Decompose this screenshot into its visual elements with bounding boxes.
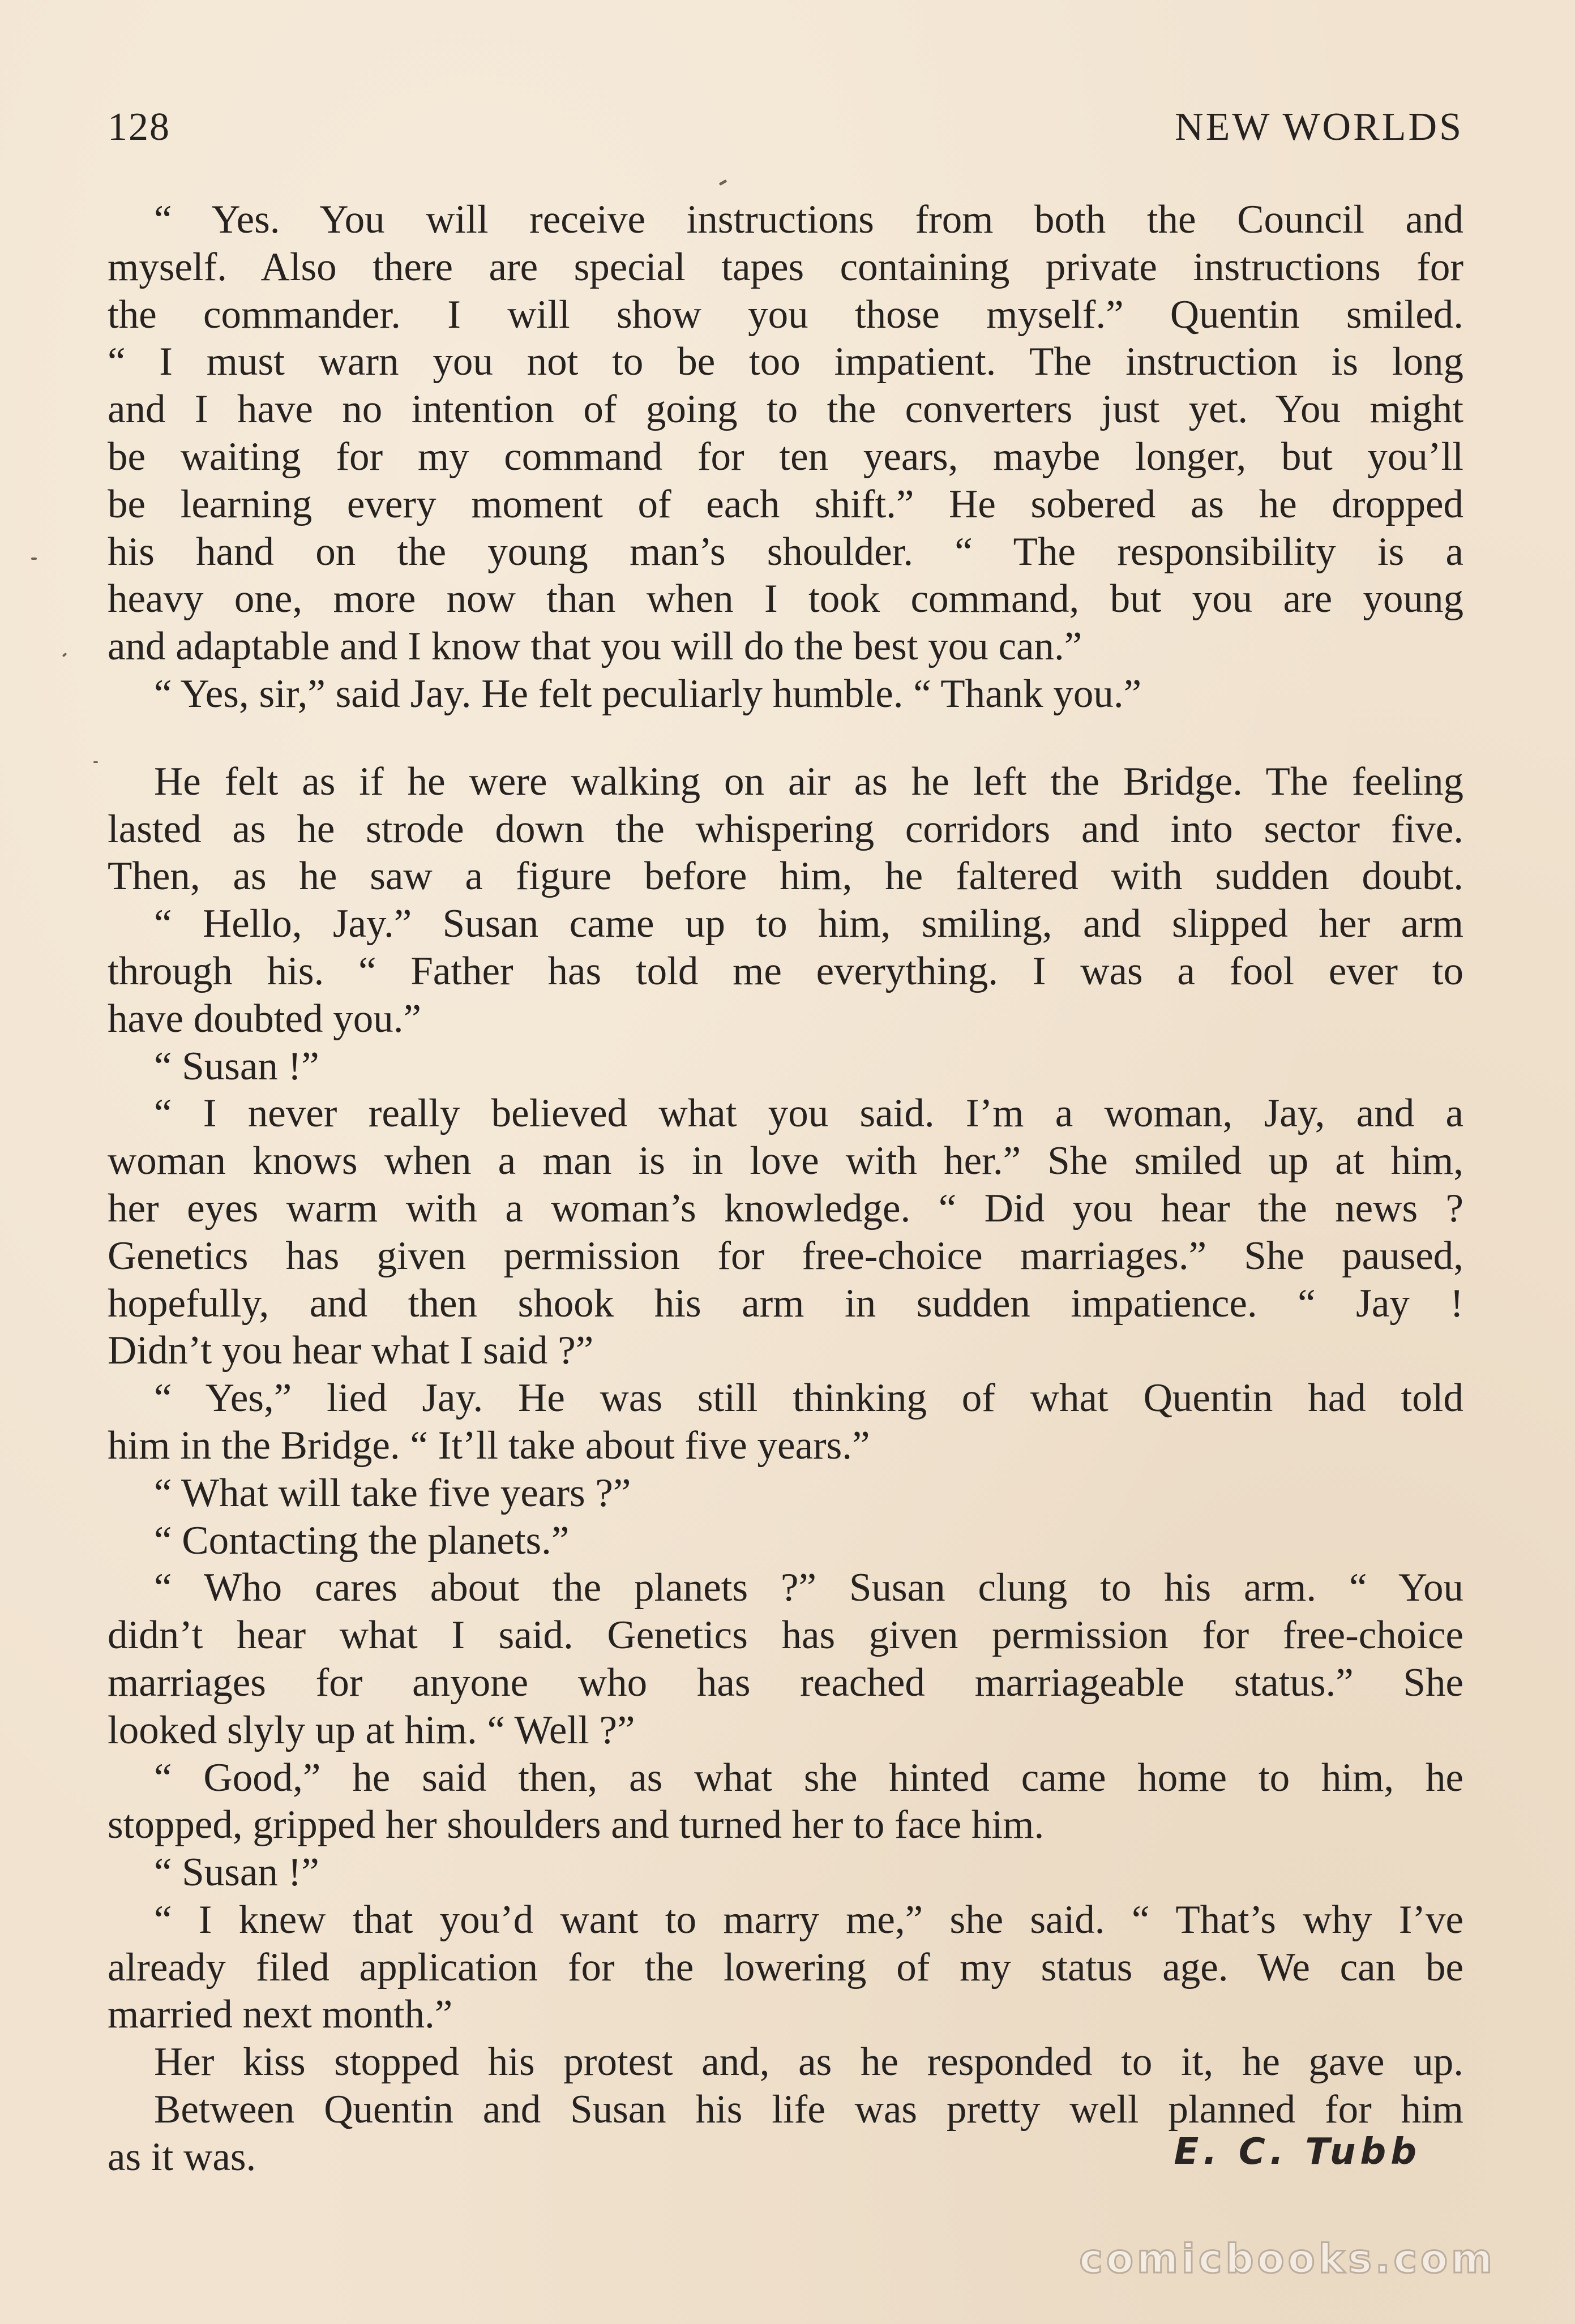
journal-title: NEW WORLDS — [1175, 105, 1463, 149]
text-line: stopped, gripped her shoulders and turned her to face him. — [108, 1803, 1045, 1847]
text-line: and adaptable and I know that you will do the best you can.” — [108, 624, 1082, 669]
text-line: Then, as he saw a figure before him, he faltered with sudden doubt. — [108, 854, 1463, 899]
text-line: have doubted you.” — [108, 996, 422, 1041]
running-head — [108, 105, 1463, 156]
text-line: heavy one, more now than when I took command, but you are young — [108, 577, 1463, 621]
ink-speck — [62, 653, 67, 657]
text-line: “ What will take five years ?” — [154, 1470, 631, 1515]
text-line: myself. Also there are special tapes containing private instructions for — [108, 245, 1463, 289]
text-line: “ Yes, sir,” said Jay. He felt peculiarly humble. “ Thank you.” — [154, 671, 1142, 716]
text-line: be learning every moment of each shift.” He sobered as he dropped — [108, 482, 1463, 526]
section-break — [108, 718, 1463, 758]
text-line: “ I knew that you’d want to marry me,” she said. “ That’s why I’ve — [154, 1897, 1463, 1942]
story-text — [108, 196, 1463, 2181]
ink-speck — [719, 179, 727, 186]
text-line: “ Susan !” — [154, 1044, 319, 1088]
text-line: Genetics has given permission for free-choice marriages.” She paused, — [108, 1233, 1463, 1278]
text-line: “ Susan !” — [154, 1850, 319, 1895]
text-line: “ Who cares about the planets ?” Susan clung to his arm. “ You — [154, 1566, 1463, 1610]
text-line: “ Yes,” lied Jay. He was still thinking of what Quentin had told — [154, 1376, 1463, 1421]
author-byline: E. C. Tubb — [1174, 2131, 1421, 2173]
text-line: He felt as if he were walking on air as he left the Bridge. The feeling — [154, 759, 1463, 804]
ink-speck — [31, 558, 37, 560]
text-line: Didn’t you hear what I said ?” — [108, 1328, 594, 1373]
ink-speck — [93, 761, 98, 763]
text-line: “ Hello, Jay.” Susan came up to him, smiling, and slipped her arm — [154, 902, 1463, 946]
watermark: comicbooks.com — [1079, 2236, 1496, 2282]
text-line: as it was. — [108, 2134, 256, 2179]
text-line: didn’t hear what I said. Genetics has given permission for free-choice — [108, 1613, 1463, 1658]
text-line: Her kiss stopped his protest and, as he responded to it, he gave up. — [154, 2040, 1463, 2085]
text-line: “ Good,” he said then, as what she hinted came home to him, he — [154, 1755, 1463, 1800]
text-line: and I have no intention of going to the converters just yet. You might — [108, 387, 1463, 432]
text-line: “ Contacting the planets.” — [154, 1518, 570, 1563]
text-line: his hand on the young man’s shoulder. “ The responsibility is a — [108, 529, 1463, 574]
text-line: lasted as he strode down the whispering corridors and into sector five. — [108, 807, 1463, 851]
text-line: marriages for anyone who has reached marriageable status.” She — [108, 1660, 1463, 1705]
text-line: be waiting for my command for ten years, maybe longer, but you’ll — [108, 434, 1463, 479]
text-line: hopefully, and then shook his arm in sudden impatience. “ Jay ! — [108, 1281, 1463, 1326]
text-line: married next month.” — [108, 1992, 453, 2037]
page-number: 128 — [108, 105, 170, 149]
text-line: “ I must warn you not to be too impatient. The instruction is long — [108, 340, 1463, 384]
text-line: “ I never really believed what you said. I’m a woman, Jay, and a — [154, 1091, 1463, 1136]
text-line: woman knows when a man is in love with her.” She smiled up at him, — [108, 1139, 1463, 1184]
text-line: the commander. I will show you those myself.” Quentin smiled. — [108, 292, 1463, 337]
text-line: Between Quentin and Susan his life was pretty well planned for him — [154, 2087, 1463, 2132]
text-line: looked slyly up at him. “ Well ?” — [108, 1708, 635, 1752]
text-line: him in the Bridge. “ It’ll take about five years.” — [108, 1423, 870, 1468]
text-line: already filed application for the lowering of my status age. We can be — [108, 1945, 1463, 1989]
text-line: “ Yes. You will receive instructions from both the Council and — [154, 198, 1463, 242]
text-line: her eyes warm with a woman’s knowledge. “ Did you hear the news ? — [108, 1186, 1463, 1230]
text-line: through his. “ Father has told me everything. I was a fool ever to — [108, 949, 1463, 993]
